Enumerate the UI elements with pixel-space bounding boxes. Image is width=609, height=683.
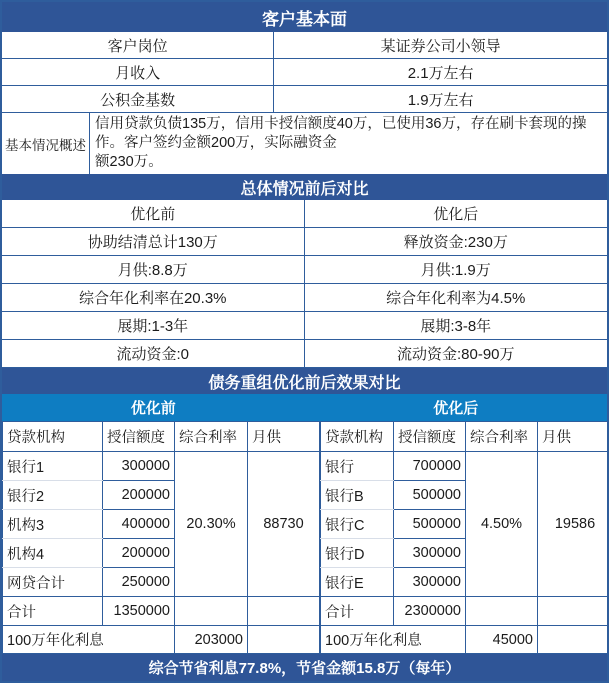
section-title-overall-comparison: 总体情况前后对比 <box>2 174 607 200</box>
before-annual-value: 203000 <box>175 626 248 654</box>
after-col-org: 贷款机构 <box>321 422 394 452</box>
after-credit-4: 300000 <box>394 539 466 568</box>
cmp-before-term: 展期:1-3年 <box>2 312 305 339</box>
before-org-3: 机构3 <box>3 510 103 539</box>
before-credit-2: 200000 <box>103 481 175 510</box>
restructure-before-label: 优化前 <box>130 400 176 417</box>
after-col-rate: 综合利率 <box>466 422 538 452</box>
before-table <box>2 421 320 654</box>
cmp-before-annual-rate: 综合年化利率在20.3% <box>2 284 305 311</box>
cmp-row-term <box>2 312 607 340</box>
before-credit-3: 400000 <box>103 510 175 539</box>
cmp-after-released-funds: 释放资金:230万 <box>403 234 508 251</box>
after-annual-row <box>321 626 609 654</box>
row-housing-fund-base <box>2 86 607 113</box>
basic-overview-line1: 信用贷款负债135万，信用卡授信额度40万，已使用36万，存在刷卡套现的操作。客户签约金额200万，实际融资金 <box>95 116 587 151</box>
cmp-after-annual-rate: 综合年化利率为4.5% <box>386 290 526 307</box>
after-total-monthly-empty <box>538 597 609 626</box>
before-credit-4: 200000 <box>103 539 175 568</box>
row-customer-position <box>2 32 607 59</box>
after-total-row <box>321 597 609 626</box>
before-total-value: 1350000 <box>103 597 175 626</box>
after-org-2: 银行B <box>321 481 394 510</box>
after-annual-value: 45000 <box>466 626 538 654</box>
housing-fund-base-label: 公积金基数 <box>2 86 274 112</box>
basic-overview-text <box>90 113 607 174</box>
after-col-monthly: 月供 <box>538 422 609 452</box>
after-rate-value: 4.50% <box>466 452 538 597</box>
after-credit-2: 500000 <box>394 481 466 510</box>
after-org-3: 银行C <box>321 510 394 539</box>
after-table <box>320 421 609 654</box>
section-title-customer-basics: 客户基本面 <box>2 2 607 32</box>
before-total-row <box>3 597 320 626</box>
before-org-2: 银行2 <box>3 481 103 510</box>
row-basic-overview <box>2 113 607 174</box>
cmp-row-liquidity <box>2 340 607 368</box>
cmp-row-annual-rate <box>2 284 607 312</box>
row-monthly-income <box>2 59 607 86</box>
basic-overview-label: 基本情况概述 <box>2 113 90 174</box>
before-credit-5: 250000 <box>103 568 175 597</box>
monthly-income-value: 2.1万左右 <box>407 64 474 82</box>
cmp-after-liquidity: 流动资金:80-90万 <box>396 346 515 363</box>
after-org-1: 银行 <box>321 452 394 481</box>
customer-position-label: 客户岗位 <box>2 32 274 58</box>
savings-summary: 综合节省利息77.8%，节省金额15.8万（每年） <box>2 654 607 681</box>
after-total-rate-empty <box>466 597 538 626</box>
cmp-before-monthly-payment: 月供:8.8万 <box>2 256 305 283</box>
before-annual-label: 100万年化利息 <box>3 626 175 654</box>
restructure-tables <box>2 421 607 654</box>
after-annual-empty <box>538 626 609 654</box>
after-annual-label: 100万年化利息 <box>321 626 466 654</box>
before-credit-1: 300000 <box>103 452 175 481</box>
before-col-org: 贷款机构 <box>3 422 103 452</box>
before-monthly-value: 88730 <box>248 452 320 597</box>
after-credit-1: 700000 <box>394 452 466 481</box>
before-total-rate-empty <box>175 597 248 626</box>
before-col-monthly: 月供 <box>248 422 320 452</box>
before-org-1: 银行1 <box>3 452 103 481</box>
before-annual-row <box>3 626 320 654</box>
cmp-before-settlement: 协助结清总计130万 <box>2 228 305 255</box>
before-table-header-row <box>3 422 320 452</box>
cmp-after-header: 优化后 <box>433 206 479 223</box>
after-monthly-value: 19586 <box>538 452 609 597</box>
cmp-before-liquidity: 流动资金:0 <box>2 340 305 367</box>
before-total-monthly-empty <box>248 597 320 626</box>
cmp-row-header <box>2 200 607 228</box>
after-credit-3: 500000 <box>394 510 466 539</box>
housing-fund-base-value: 1.9万左右 <box>407 91 474 109</box>
cmp-before-header: 优化前 <box>2 200 305 227</box>
table-row <box>3 452 320 481</box>
before-org-4: 机构4 <box>3 539 103 568</box>
before-org-5: 网贷合计 <box>3 568 103 597</box>
restructure-after-label: 优化后 <box>433 400 479 417</box>
before-annual-empty <box>248 626 320 654</box>
cmp-row-settlement <box>2 228 607 256</box>
customer-position-value: 某证券公司小领导 <box>380 37 501 55</box>
section-title-restructure-effect: 债务重组优化前后效果对比 <box>2 368 607 394</box>
monthly-income-label: 月收入 <box>2 59 274 85</box>
before-rate-value: 20.30% <box>175 452 248 597</box>
after-col-credit: 授信额度 <box>394 422 466 452</box>
table-row <box>321 452 609 481</box>
after-credit-5: 300000 <box>394 568 466 597</box>
basic-overview-line2: 额230万。 <box>95 154 163 170</box>
before-col-rate: 综合利率 <box>175 422 248 452</box>
after-org-5: 银行E <box>321 568 394 597</box>
before-col-credit: 授信额度 <box>103 422 175 452</box>
after-org-4: 银行D <box>321 539 394 568</box>
after-total-label: 合计 <box>321 597 394 626</box>
cmp-row-monthly-payment <box>2 256 607 284</box>
before-total-label: 合计 <box>3 597 103 626</box>
after-table-header-row <box>321 422 609 452</box>
cmp-after-monthly-payment: 月供:1.9万 <box>420 262 491 279</box>
restructure-subheader <box>2 394 607 421</box>
cmp-after-term: 展期:3-8年 <box>420 318 492 335</box>
after-total-value: 2300000 <box>394 597 466 626</box>
